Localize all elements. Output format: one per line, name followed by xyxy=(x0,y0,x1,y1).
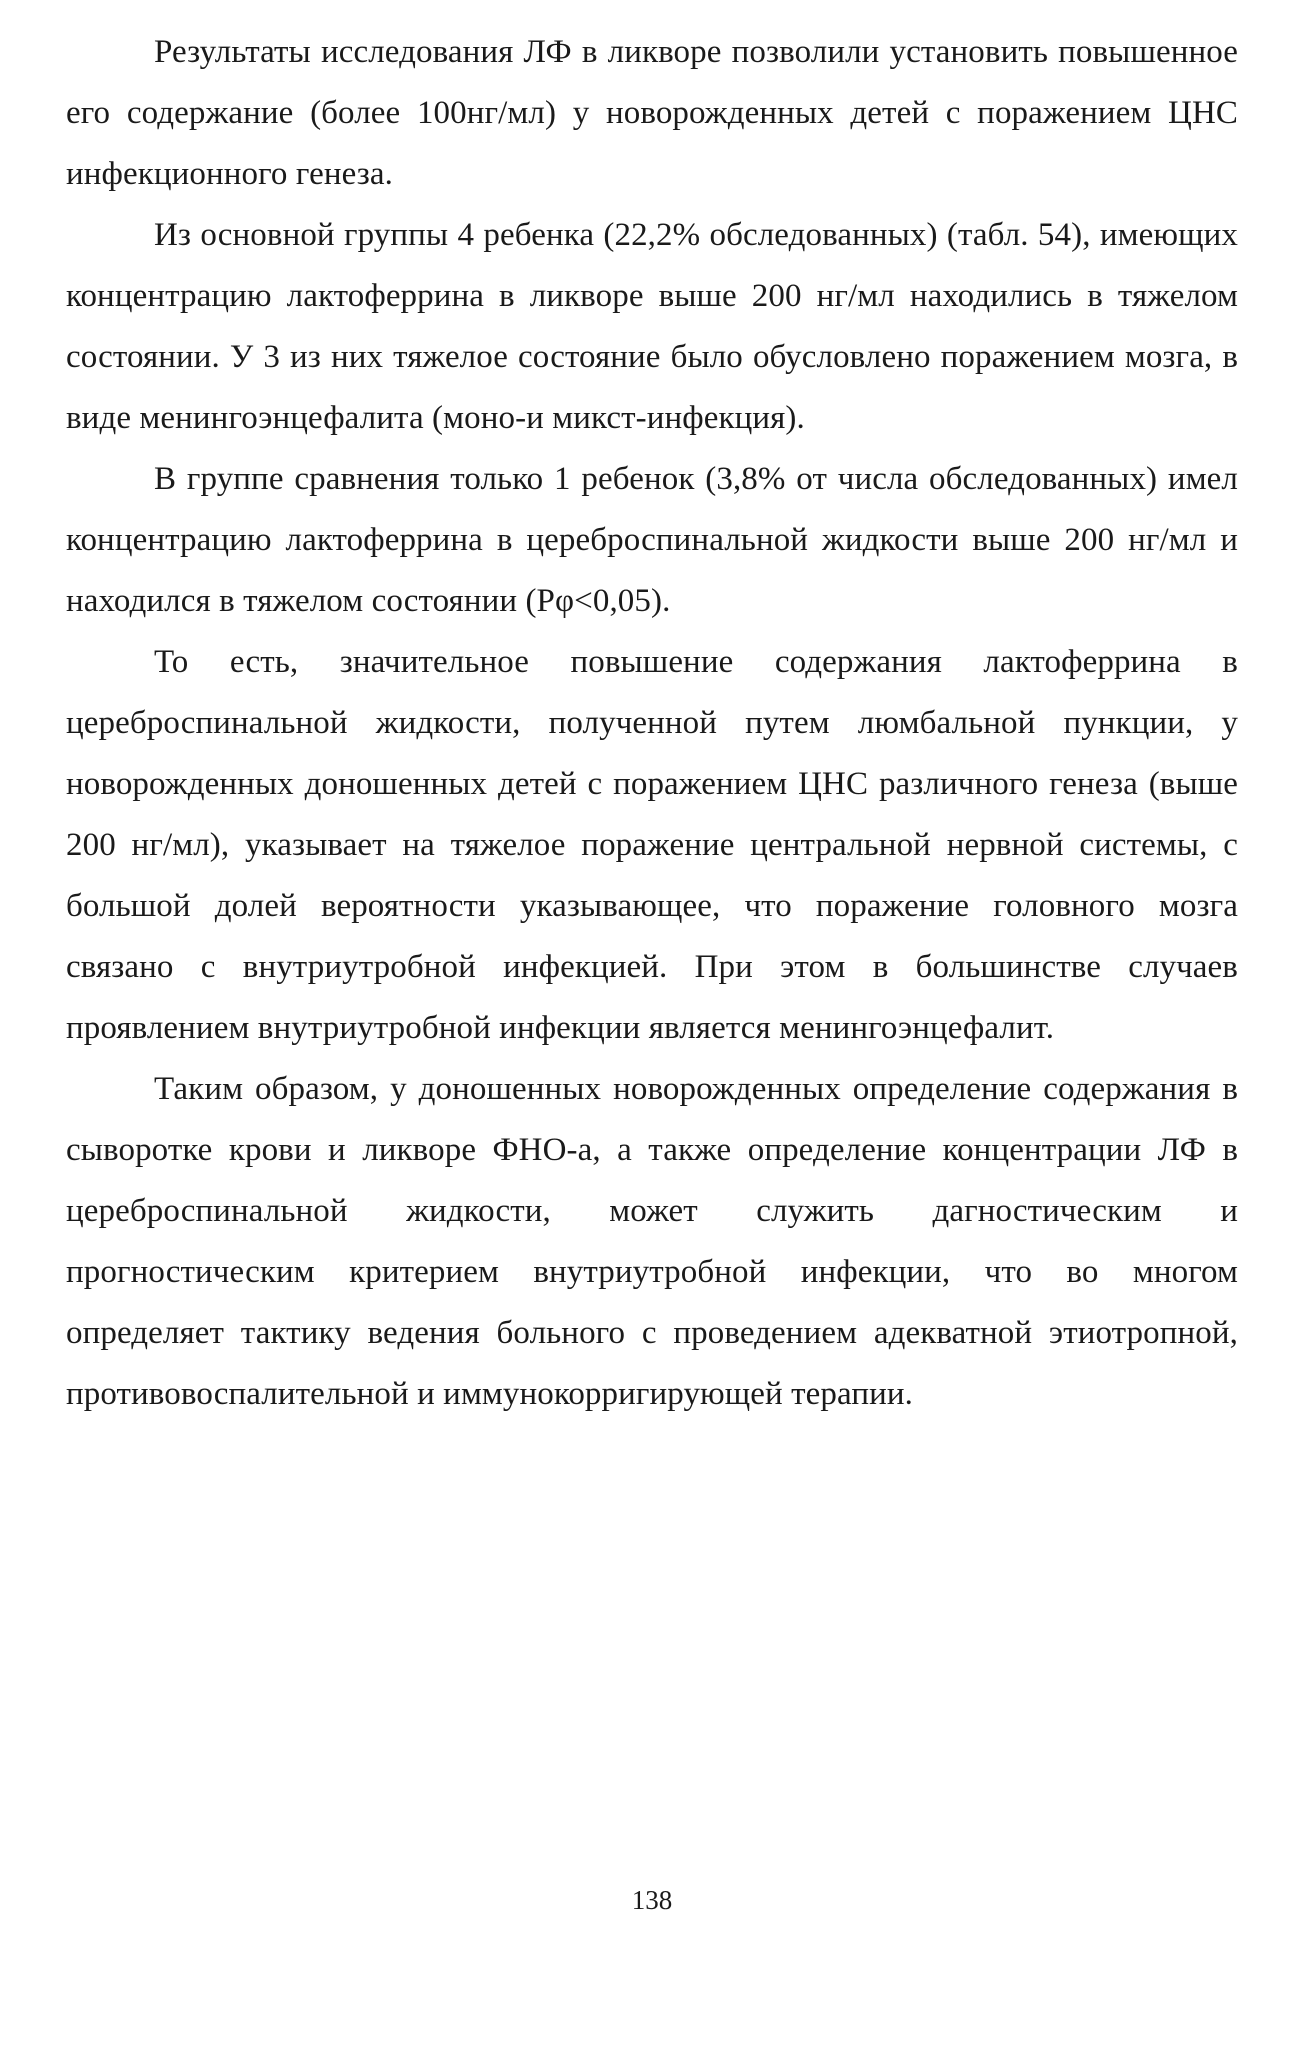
paragraph-conclusion-csf: То есть, значительное повышение содержания лактоферрина в цереброспинальной жидкости, полученной путем люмбальной пункции, у новорожденных доношенных детей с поражением ЦНС различного генеза (выше 200 нг/мл), указывает на тяжелое поражение центральной нервной системы, с большой долей вероятности указывающее, что поражение головного мозга связано с внутриутробной инфекцией. При этом в большинстве случаев проявлением внутриутробной инфекции является менингоэнцефалит. xyxy=(66,644,1238,1046)
document-body xyxy=(66,22,1238,1425)
paragraph-lf-results: Результаты исследования ЛФ в ликворе позволили установить повышенное его содержание (более 100нг/мл) у новорожденных детей с поражением ЦНС инфекционного генеза. xyxy=(66,34,1238,192)
paragraph-main-group: Из основной группы 4 ребенка (22,2% обследованных) (табл. 54), имеющих концентрацию лактоферрина в ликворе выше 200 нг/мл находились в тяжелом состоянии. У 3 из них тяжелое состояние было обусловлено поражением мозга, в виде менингоэнцефалита (моно-и микст-инфекция). xyxy=(66,217,1238,436)
page-number: 138 xyxy=(631,1885,673,1915)
paragraph-summary: Таким образом, у доношенных новорожденных определение содержания в сыворотке крови и ликворе ФНО-а, а также определение концентрации ЛФ в цереброспинальной жидкости, может служить дагностическим и прогностическим критерием внутриутробной инфекции, что во многом определяет тактику ведения больного с проведением адекватной этиотропной, противовоспалительной и иммунокорригирующей терапии. xyxy=(66,1071,1238,1412)
paragraph-comparison-group: В группе сравнения только 1 ребенок (3,8% от числа обследованных) имел концентрацию лактоферрина в цереброспинальной жидкости выше 200 нг/мл и находился в тяжелом состоянии (Рφ<0,05). xyxy=(66,461,1238,619)
